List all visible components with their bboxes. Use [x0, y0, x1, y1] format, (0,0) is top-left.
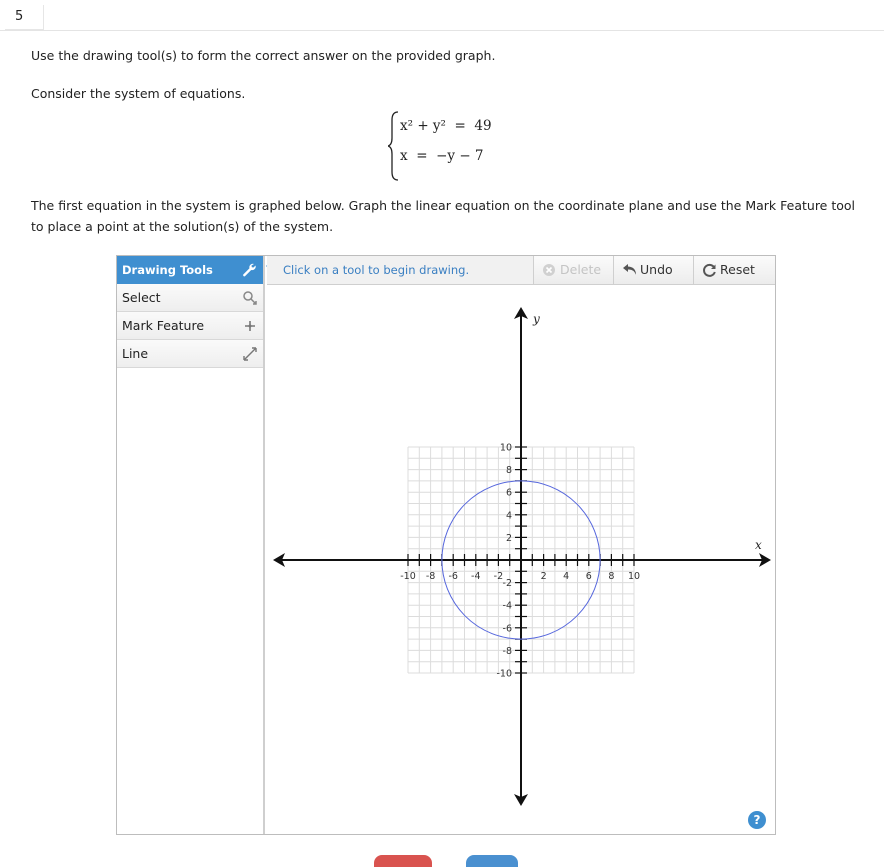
y-axis-label: y — [533, 312, 540, 326]
instruction-text: Use the drawing tool(s) to form the correct answer on the provided graph. — [31, 48, 496, 63]
wrench-icon — [241, 262, 257, 278]
x-tick-label: -8 — [425, 571, 436, 582]
delete-button[interactable] — [533, 256, 613, 284]
y-tick-label: 10 — [499, 442, 512, 454]
drawing-tool-widget — [116, 255, 776, 835]
tools-panel — [117, 256, 265, 834]
select-pointer-icon — [242, 290, 258, 306]
tool-select-label: Select — [122, 290, 161, 305]
equation-1: x² + y² = 49 — [400, 118, 492, 134]
tool-mark-feature-label: Mark Feature — [122, 318, 205, 333]
y-tick-label: -8 — [502, 645, 512, 657]
undo-button[interactable] — [613, 256, 693, 284]
undo-icon — [622, 263, 638, 277]
undo-label: Undo — [640, 262, 673, 277]
line-arrows-icon — [242, 346, 258, 362]
y-tick-label: -4 — [502, 600, 512, 612]
x-tick-label: 10 — [627, 571, 641, 582]
question-number: 5 — [5, 5, 44, 30]
consider-text: Consider the system of equations. — [31, 86, 246, 101]
reset-button[interactable] — [693, 256, 775, 284]
reset-label: Reset — [720, 262, 755, 277]
reset-answer-button[interactable] — [374, 855, 432, 867]
x-tick-label: -6 — [448, 571, 458, 582]
tool-mark-feature[interactable] — [117, 312, 263, 340]
divider — [0, 30, 884, 31]
help-button[interactable]: ? — [748, 811, 766, 829]
brace-icon — [388, 110, 400, 182]
y-tick-label: 6 — [505, 487, 512, 499]
equation-2: x = −y − 7 — [400, 148, 484, 164]
y-tick-label: -6 — [502, 623, 512, 635]
tool-line-label: Line — [122, 346, 149, 361]
tool-line[interactable] — [117, 340, 263, 368]
x-tick-label: 2 — [540, 571, 547, 582]
tools-header-label: Drawing Tools — [122, 263, 213, 277]
delete-icon — [542, 263, 556, 277]
next-button[interactable] — [466, 855, 518, 867]
description-text: The first equation in the system is graphed below. Graph the linear equation on the coordinate plane and use the Mark Feature tool to place a point at the solution(s) of the system. — [31, 198, 856, 234]
x-tick-label: 4 — [563, 571, 570, 582]
toolbar-hint: Click on a tool to begin drawing. — [283, 263, 470, 277]
y-tick-label: 2 — [505, 532, 512, 544]
x-tick-label: 8 — [608, 571, 615, 582]
x-tick-label: -4 — [471, 571, 481, 582]
x-axis-label: x — [755, 538, 762, 552]
y-tick-label: -10 — [496, 668, 512, 680]
toolbar — [267, 256, 775, 285]
system-of-equations — [388, 110, 518, 182]
coordinate-plane[interactable] — [267, 285, 775, 834]
y-tick-label: -2 — [502, 578, 512, 590]
y-tick-label: 8 — [505, 465, 512, 477]
tool-select[interactable] — [117, 284, 263, 312]
reset-icon — [702, 263, 717, 278]
y-tick-label: 4 — [505, 510, 512, 522]
delete-label: Delete — [560, 262, 602, 277]
tools-header — [117, 256, 263, 284]
x-tick-label: 6 — [585, 571, 592, 582]
x-tick-label: -10 — [400, 571, 416, 582]
plus-icon — [242, 318, 258, 334]
axes — [273, 307, 771, 806]
x-tick-label: -2 — [493, 571, 504, 582]
